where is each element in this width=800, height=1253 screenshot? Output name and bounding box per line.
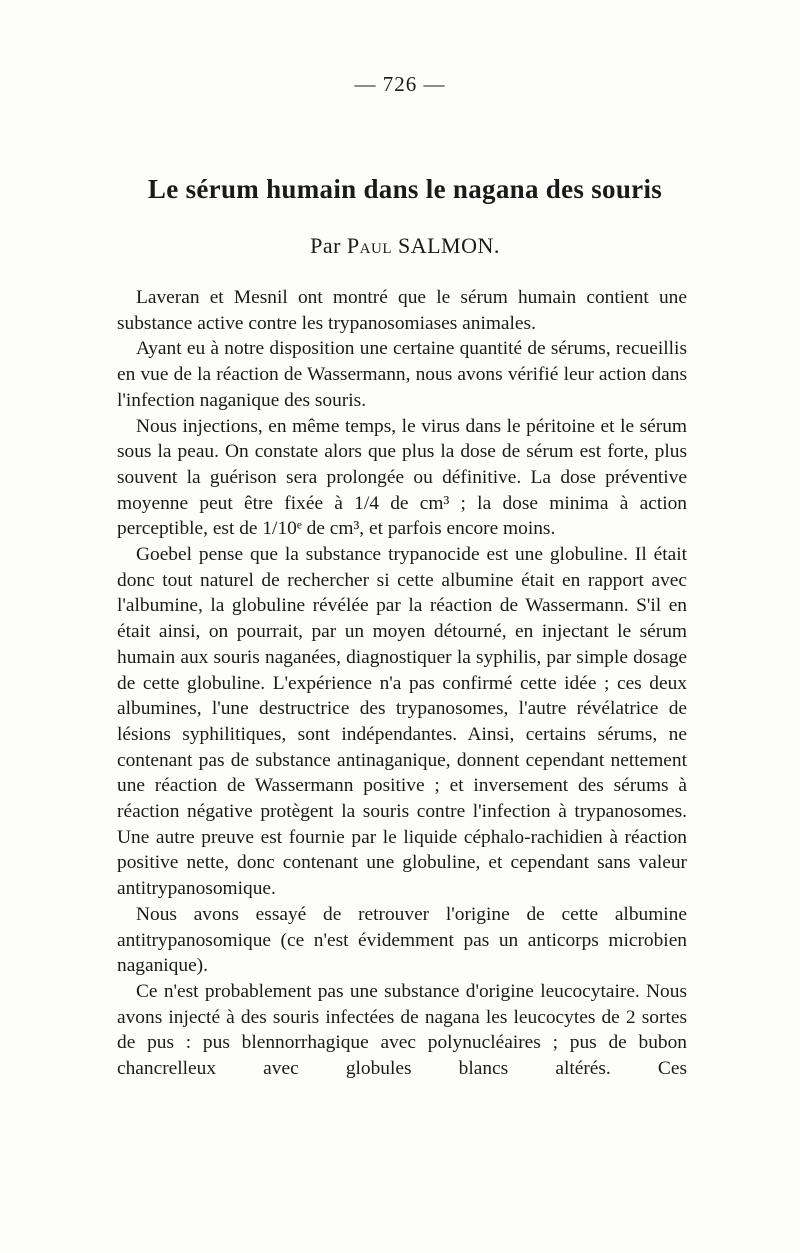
page-number: — 726 — — [354, 72, 446, 96]
author-first-name: Paul — [346, 233, 392, 258]
article-body — [117, 285, 687, 1082]
byline-prefix: Par — [310, 233, 347, 258]
paragraph-5: Nous avons essayé de retrouver l'origine de cette albumine antitrypanosomique (ce n'est évidemment pas un anticorps microbien naganique). — [117, 903, 687, 977]
byline — [0, 233, 800, 259]
article-title: Le sérum humain dans le nagana des souris — [147, 174, 663, 204]
paragraph-4: Goebel pense que la substance trypanocide est une globuline. Il était donc tout naturel de rechercher si cette albumine était en rapport avec l'albumine, la globuline révélée par la réaction de Wassermann. S'il en était ainsi, on pourrait, par un moyen détourné, en injectant le sérum humain aux souris naganées, diagnostiquer la syphilis, par simple dosage de cette globuline. L'expérience n'a pas confirmé cette idée ; ces deux albumines, l'une destructrice des trypanosomes, l'autre révélatrice de lésions syphilitiques, sont indépendantes. Ainsi, certains sérums, ne contenant pas de substance antinaganique, donnent cependant nettement une réaction de Wassermann positive ; et inversement des sérums à réaction négative protègent la souris contre l'infection à trypanosomes. Une autre preuve est fournie par le liquide céphalo-rachidien à réaction positive nette, donc contenant une globuline, et cependant sans valeur antitrypanosomique. — [117, 544, 687, 900]
paragraph-2: Ayant eu à notre disposition une certaine quantité de sérums, recueillis en vue de la réaction de Wassermann, nous avons vérifié leur action dans l'infection naganique des souris. — [117, 338, 687, 411]
paragraph-1: Laveran et Mesnil ont montré que le sérum humain contient une substance active contre les trypanosomiases animales. — [117, 287, 687, 334]
paragraph-6: Ce n'est probablement pas une substance d'origine leucocytaire. Nous avons injecté à des souris infectées de nagana les leucocytes de 2 sortes de pus : pus blennorrhagique avec polynucléaires ; pus de bubon chancrelleux avec globules blancs altérés. Ces — [117, 980, 687, 1080]
author-last-name: SALMON. — [398, 233, 500, 258]
paragraph-3: Nous injections, en même temps, le virus dans le péritoine et le sérum sous la peau. On constate alors que plus la dose de sérum est forte, plus souvent la guérison sera prolongée ou définitive. La dose préventive moyenne peut être fixée à 1/4 de cm³ ; la dose minima à action perceptible, est de 1/10ᵉ de cm³, et parfois encore moins. — [117, 415, 687, 540]
